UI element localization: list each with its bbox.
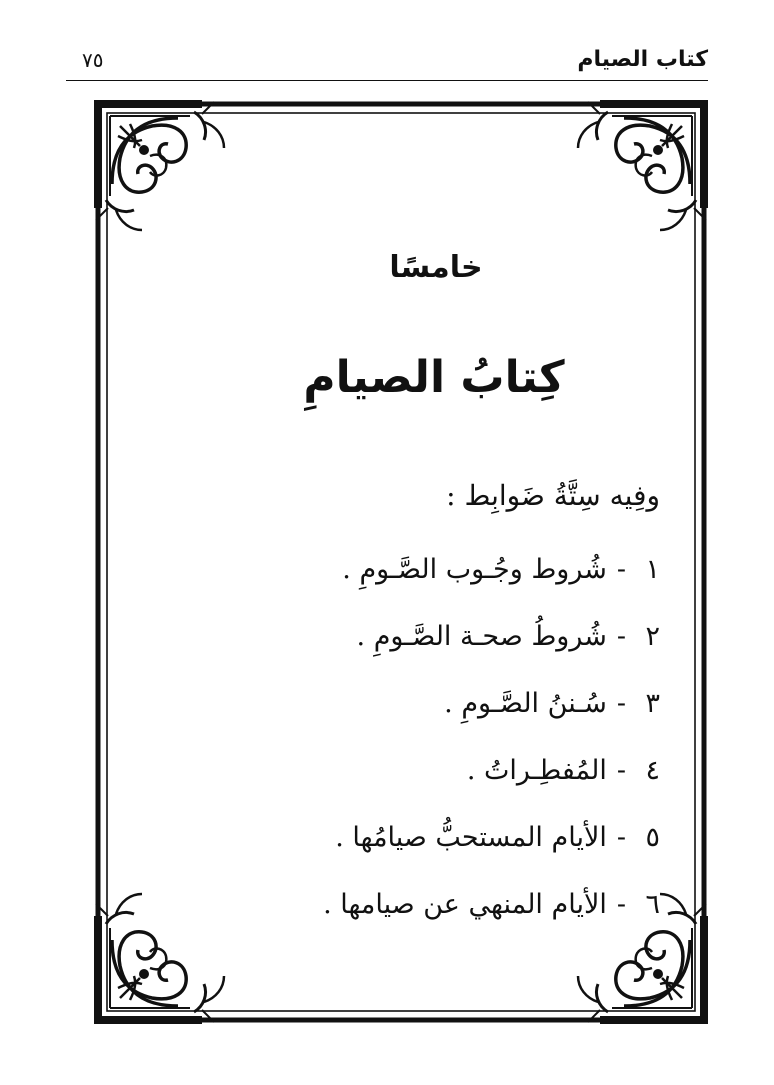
rule-text: سُـننُ الصَّـومِ .: [444, 688, 607, 719]
rule-item: ١-شُروط وجُـوب الصَّـومِ .: [323, 548, 660, 615]
rule-item: ٥-الأيام المستحبُّ صيامُها .: [323, 816, 660, 883]
rule-text: شُروطُ صحـة الصَّـومِ .: [356, 621, 607, 652]
running-header: [60, 42, 708, 78]
rule-item: ٣-سُـننُ الصَّـومِ .: [323, 682, 660, 749]
rule-item: ٤-المُفطِـراتُ .: [323, 749, 660, 816]
header-rule: [66, 80, 708, 81]
page-number: ٧٥: [82, 48, 104, 72]
rule-number: ٦: [645, 889, 660, 920]
rule-number: ١: [645, 554, 660, 585]
rule-item: ٢-شُروطُ صحـة الصَّـومِ .: [323, 615, 660, 682]
section-number: خامسًا: [389, 250, 483, 285]
rules-list: [323, 548, 660, 950]
intro-line: وفِيه سِتَّةُ ضَوابِط :: [446, 479, 660, 512]
rule-text: شُروط وجُـوب الصَّـومِ .: [342, 554, 607, 585]
rule-text: الأيام المستحبُّ صيامُها .: [335, 822, 607, 853]
page-content: [160, 230, 660, 950]
rule-item: ٦-الأيام المنهي عن صيامها .: [323, 883, 660, 950]
rule-number: ٥: [645, 822, 660, 853]
rule-number: ٤: [645, 755, 660, 786]
rule-text: المُفطِـراتُ .: [466, 755, 607, 786]
rule-number: ٢: [645, 621, 660, 652]
chapter-title: كِتابُ الصيامِ: [303, 352, 565, 403]
running-title: كتاب الصيام: [577, 47, 708, 72]
rule-text: الأيام المنهي عن صيامها .: [323, 889, 607, 920]
rule-number: ٣: [645, 688, 660, 719]
